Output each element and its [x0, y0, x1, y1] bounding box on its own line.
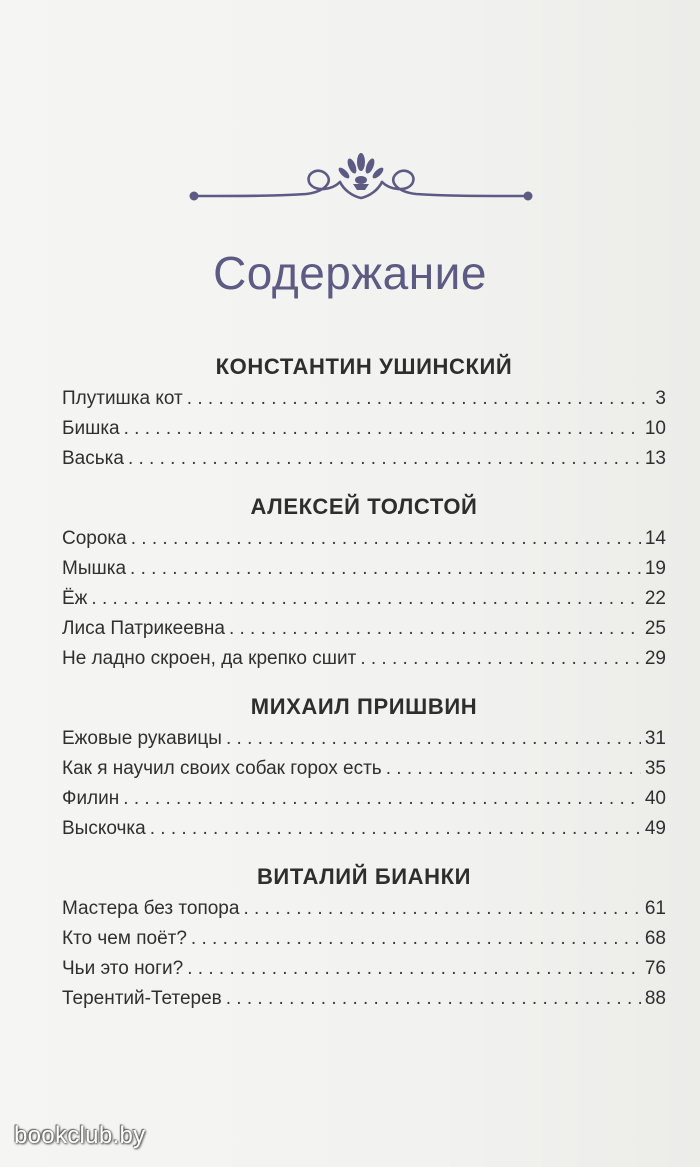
entry-title: Кто чем поёт?: [62, 928, 187, 949]
entry-title: Не ладно скроен, да крепко сшит: [62, 648, 357, 669]
entry-page-number: 19: [644, 558, 666, 579]
entry-page-number: 31: [644, 728, 666, 749]
entry-page-number: 25: [644, 618, 666, 639]
dot-leader: [243, 894, 640, 924]
entry-title: Сорока: [62, 528, 127, 549]
toc-entry[interactable]: [62, 524, 666, 554]
entry-title: Васька: [62, 448, 124, 469]
toc-entry[interactable]: [62, 554, 666, 584]
toc-entry[interactable]: [62, 444, 666, 474]
dot-leader: [128, 444, 641, 474]
toc-entry[interactable]: [62, 894, 666, 924]
entry-title: Как я научил своих собак горох есть: [62, 758, 382, 779]
section-author-heading: ВИТАЛИЙ БИАНКИ: [256, 864, 472, 889]
entry-title: Бишка: [62, 418, 120, 439]
entry-page-number: 10: [644, 418, 666, 439]
dot-leader: [226, 984, 641, 1014]
entry-page-number: 22: [644, 588, 666, 609]
dot-leader: [187, 384, 652, 414]
section-author-heading: МИХАИЛ ПРИШВИН: [250, 694, 478, 719]
entry-page-number: 61: [644, 898, 666, 919]
entry-title: Филин: [62, 788, 120, 809]
dot-leader: [191, 924, 641, 954]
entry-title: Лиса Патрикеевна: [62, 618, 225, 639]
toc-entry[interactable]: [62, 784, 666, 814]
entry-page-number: 13: [644, 448, 666, 469]
dot-leader: [91, 584, 640, 614]
toc-entry[interactable]: [62, 924, 666, 954]
toc-entry[interactable]: [62, 724, 666, 754]
dot-leader: [187, 954, 641, 984]
entry-page-number: 49: [644, 818, 666, 839]
entry-title: Ёж: [62, 588, 88, 609]
toc-entry[interactable]: [62, 414, 666, 444]
toc-entry[interactable]: [62, 384, 666, 414]
entry-page-number: 14: [644, 528, 666, 549]
entry-title: Терентий-Тетерев: [62, 988, 222, 1009]
dot-leader: [131, 524, 641, 554]
watermark-text: bookclub.by: [14, 1122, 146, 1149]
entry-page-number: 35: [644, 758, 666, 779]
entry-title: Мастера без топора: [62, 898, 240, 919]
dot-leader: [226, 724, 641, 754]
dot-leader: [229, 614, 641, 644]
toc-entry[interactable]: [62, 644, 666, 674]
toc-entry[interactable]: [62, 954, 666, 984]
toc-entry[interactable]: [62, 584, 666, 614]
toc-entry[interactable]: [62, 614, 666, 644]
entry-title: Выскочка: [62, 818, 146, 839]
toc-entry[interactable]: [62, 984, 666, 1014]
entry-title: Плутишка кот: [62, 388, 183, 409]
dot-leader: [150, 814, 641, 844]
entry-page-number: 88: [644, 988, 666, 1009]
table-of-contents: [62, 350, 666, 1014]
section-author-heading: АЛЕКСЕЙ ТОЛСТОЙ: [250, 494, 478, 519]
entry-page-number: 40: [644, 788, 666, 809]
flourish-ornament-icon: [186, 148, 536, 228]
entry-page-number: 3: [655, 388, 666, 409]
entry-title: Чьи это ноги?: [62, 958, 184, 979]
entry-page-number: 68: [644, 928, 666, 949]
entry-title: Ежовые рукавицы: [62, 728, 222, 749]
toc-entry[interactable]: [62, 754, 666, 784]
entry-page-number: 29: [644, 648, 666, 669]
dot-leader: [360, 644, 641, 674]
dot-leader: [124, 414, 641, 444]
toc-entry[interactable]: [62, 814, 666, 844]
dot-leader: [130, 554, 641, 584]
section-author-heading: КОНСТАНТИН УШИНСКИЙ: [215, 354, 513, 379]
entry-page-number: 76: [644, 958, 666, 979]
dot-leader: [123, 784, 641, 814]
entry-title: Мышка: [62, 558, 127, 579]
page-title: Содержание: [213, 247, 487, 299]
dot-leader: [386, 754, 641, 784]
